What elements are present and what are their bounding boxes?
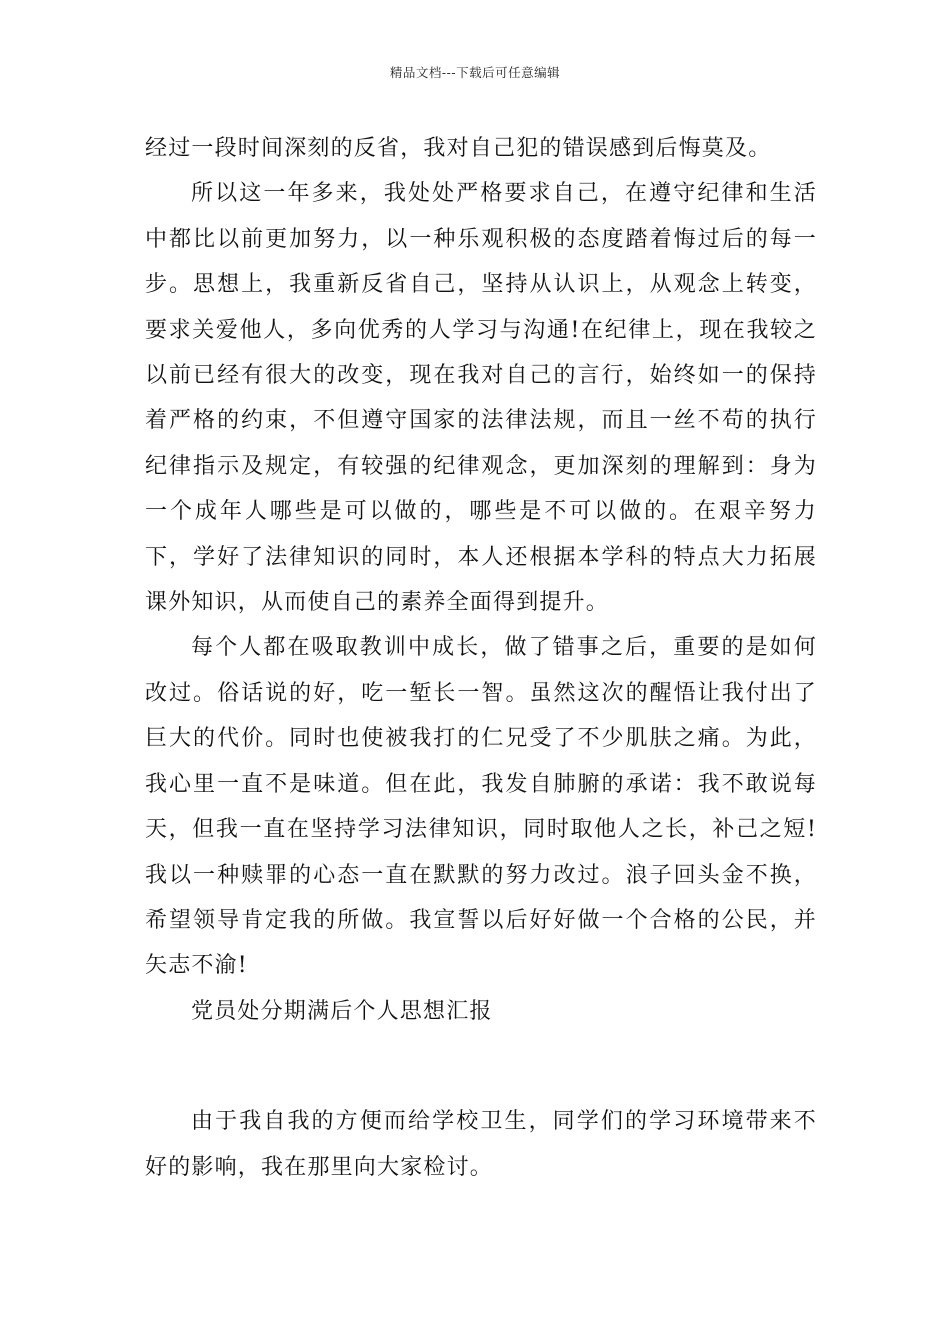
blank-space [145, 1034, 817, 1099]
paragraph-3: 每个人都在吸取教训中成长，做了错事之后，重要的是如何改过。俗话说的好，吃一堑长一智。虽然这次的醒悟让我付出了巨大的代价。同时也使被我打的仁兄受了不少肌肤之痛。为此，我心里一直不是味道。但在此，我发自肺腑的承诺：我不敢说每天，但我一直在坚持学习法律知识，同时取他人之长，补己之短!我以一种赎罪的心态一直在默默的努力改过。浪子回头金不换，希望领导肯定我的所做。我宣誓以后好好做一个合格的公民，并矢志不渝! [145, 635, 817, 979]
section-title: 党员处分期满后个人思想汇报 [191, 998, 493, 1024]
paragraph-4: 由于我自我的方便而给学校卫生，同学们的学习环境带来不好的影响，我在那里向大家检讨。 [145, 1109, 817, 1180]
document-body [145, 126, 817, 1190]
paragraph-1: 经过一段时间深刻的反省，我对自己犯的错误感到后悔莫及。 [145, 136, 772, 161]
paragraph-2: 所以这一年多来，我处处严格要求自己，在遵守纪律和生活中都比以前更加努力，以一种乐观积极的态度踏着悔过后的每一步。思想上，我重新反省自己，坚持从认识上，从观念上转变，要求关爱他人，多向优秀的人学习与沟通!在纪律上，现在我较之以前已经有很大的改变，现在我对自己的言行，始终如一的保持着严格的约束，不但遵守国家的法律法规，而且一丝不苟的执行纪律指示及规定，有较强的纪律观念，更加深刻的理解到：身为一个成年人哪些是可以做的，哪些是不可以做的。在艰辛努力下，学好了法律知识的同时，本人还根据本学科的特点大力拓展课外知识，从而使自己的素养全面得到提升。 [145, 181, 817, 616]
page-header: 精品文档---下载后可任意编辑 [389, 65, 561, 80]
